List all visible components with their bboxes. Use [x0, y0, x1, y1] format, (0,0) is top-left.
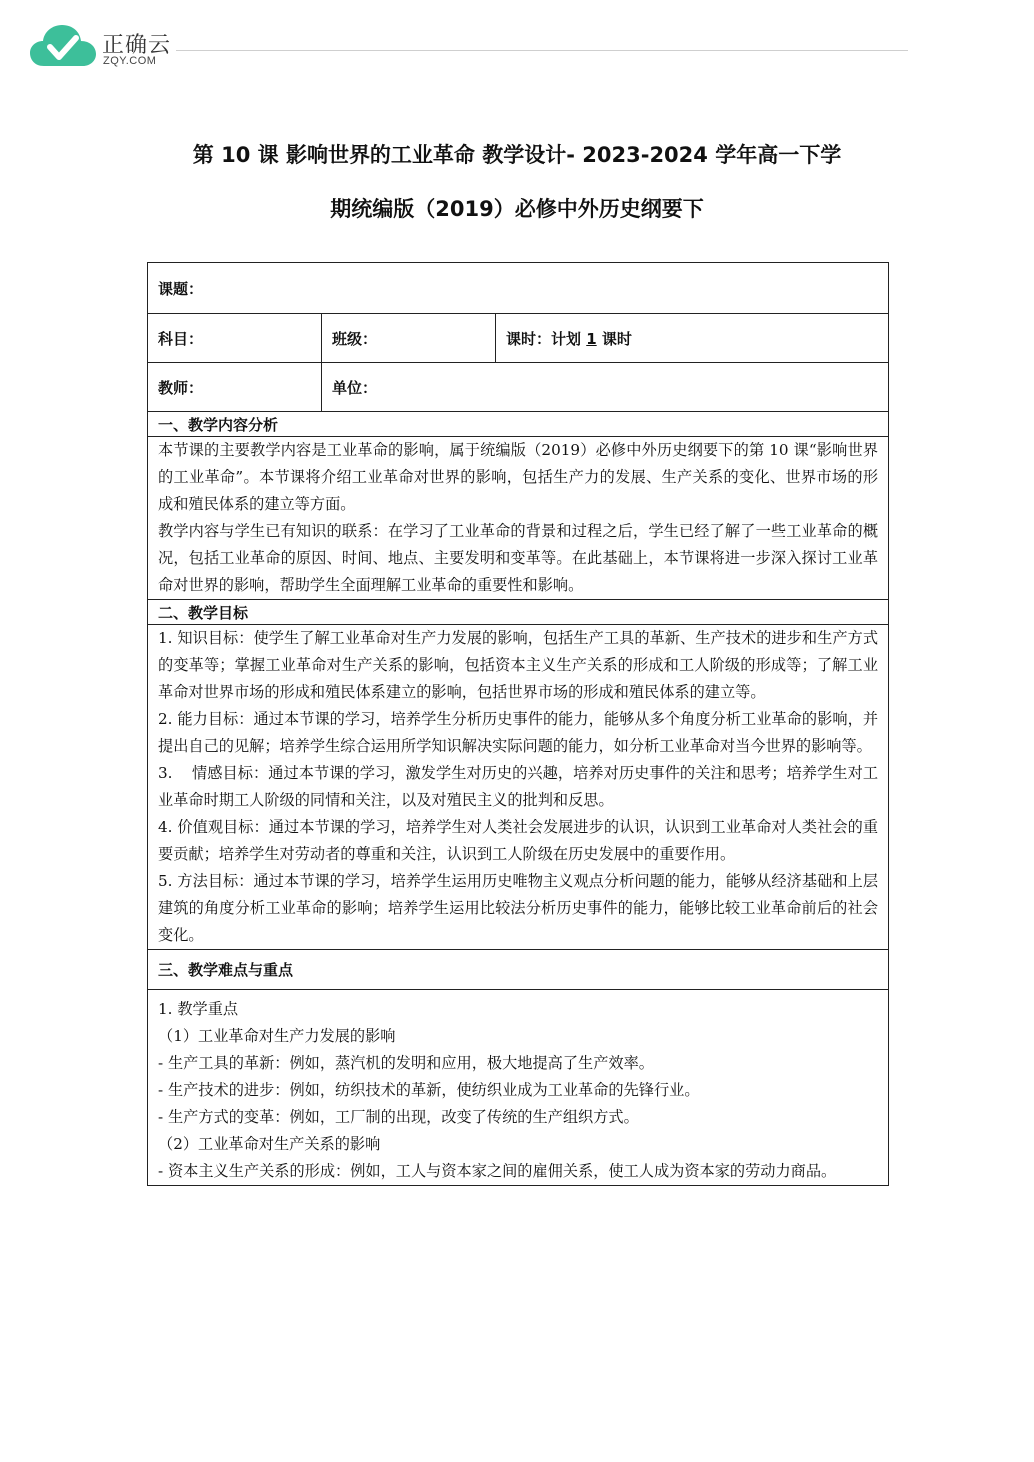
- paragraph: - 生产方式的变革：例如，工厂制的出现，改变了传统的生产组织方式。: [158, 1108, 639, 1126]
- header-divider: [176, 50, 908, 51]
- paragraph: 本节课的主要教学内容是工业革命的影响，属于统编版（2019）必修中外历史纲要下的第 10 课“影响世界的工业革命”。本节课将介绍工业革命对世界的影响，包括生产力的发展、生产关系的变化、世界市场的形成和殖民体系的建立等方面。: [158, 441, 879, 513]
- class-cell: 班级：: [322, 314, 496, 363]
- paragraph: 1. 知识目标：使学生了解工业革命对生产力发展的影响，包括生产工具的革新、生产技术的进步和生产方式的变革等；掌握工业革命对生产关系的影响，包括资本主义生产关系的形成和工人阶级的形成等；了解工业革命对世界市场的形成和殖民体系建立的影响，包括世界市场的形成和殖民体系的建立等。: [158, 629, 879, 701]
- brand-domain: ZQY.COM: [103, 55, 157, 67]
- paragraph: - 生产工具的革新：例如，蒸汽机的发明和应用，极大地提高了生产效率。: [158, 1054, 654, 1072]
- paragraph: 2. 能力目标：通过本节课的学习，培养学生分析历史事件的能力，能够从多个角度分析工业革命的影响，并提出自己的见解；培养学生综合运用所学知识解决实际问题的能力，如分析工业革命对当今世界的影响等。: [158, 710, 879, 755]
- section-2-title: 二、教学目标: [148, 600, 889, 625]
- hours-cell: [496, 314, 889, 363]
- teacher-cell: 教师：: [148, 363, 322, 412]
- paragraph: （2）工业革命对生产关系的影响: [158, 1135, 381, 1153]
- hours-value: 1: [586, 329, 597, 348]
- hours-prefix: 课时：计划: [506, 329, 587, 348]
- paragraph: 教学内容与学生已有知识的联系：在学习了工业革命的背景和过程之后，学生已经了解了一些工业革命的概况，包括工业革命的原因、时间、地点、主要发明和变革等。在此基础上，本节课将进一步深入探讨工业革命对世界的影响，帮助学生全面理解工业革命的重要性和影响。: [158, 522, 879, 594]
- section-2-body: [148, 625, 889, 950]
- title-line-2: 期统编版（2019）必修中外历史纲要下: [330, 197, 704, 221]
- paragraph: 5. 方法目标：通过本节课的学习，培养学生运用历史唯物主义观点分析问题的能力，能够从经济基础和上层建筑的角度分析工业革命的影响；培养学生运用比较法分析历史事件的能力，能够比较工业革命前后的社会变化。: [158, 872, 879, 944]
- paragraph: 1. 教学重点: [158, 1000, 239, 1018]
- section-1-body: [148, 437, 889, 600]
- unit-cell: 单位：: [322, 363, 889, 412]
- topic-cell: 课题：: [148, 263, 889, 314]
- section-1-title: 一、教学内容分析: [148, 412, 889, 437]
- section-3-title: 三、教学难点与重点: [148, 950, 889, 990]
- title-line-1: 第 10 课 影响世界的工业革命 教学设计- 2023-2024 学年高一下学: [192, 143, 842, 167]
- paragraph: - 生产技术的进步：例如，纺织技术的革新，使纺织业成为工业革命的先锋行业。: [158, 1081, 700, 1099]
- paragraph: 4. 价值观目标：通过本节课的学习，培养学生对人类社会发展进步的认识，认识到工业革命对人类社会的重要贡献；培养学生对劳动者的尊重和关注，认识到工人阶级在历史发展中的重要作用。: [158, 818, 879, 863]
- subject-cell: 科目：: [148, 314, 322, 363]
- brand-name: 正确云: [102, 33, 172, 58]
- hours-suffix: 课时: [596, 329, 632, 348]
- zqy-logo-icon: [28, 22, 98, 72]
- document-title: [120, 128, 914, 236]
- paragraph: - 资本主义生产关系的形成：例如，工人与资本家之间的雇佣关系，使工人成为资本家的劳动力商品。: [158, 1162, 837, 1180]
- section-3-body: [148, 990, 889, 1186]
- page-header: [28, 22, 888, 74]
- paragraph: （1）工业革命对生产力发展的影响: [158, 1027, 396, 1045]
- lesson-plan-table: [147, 262, 889, 1186]
- paragraph: 3. 情感目标：通过本节课的学习，激发学生对历史的兴趣，培养对历史事件的关注和思考；培养学生对工业革命时期工人阶级的同情和关注，以及对殖民主义的批判和反思。: [158, 764, 879, 809]
